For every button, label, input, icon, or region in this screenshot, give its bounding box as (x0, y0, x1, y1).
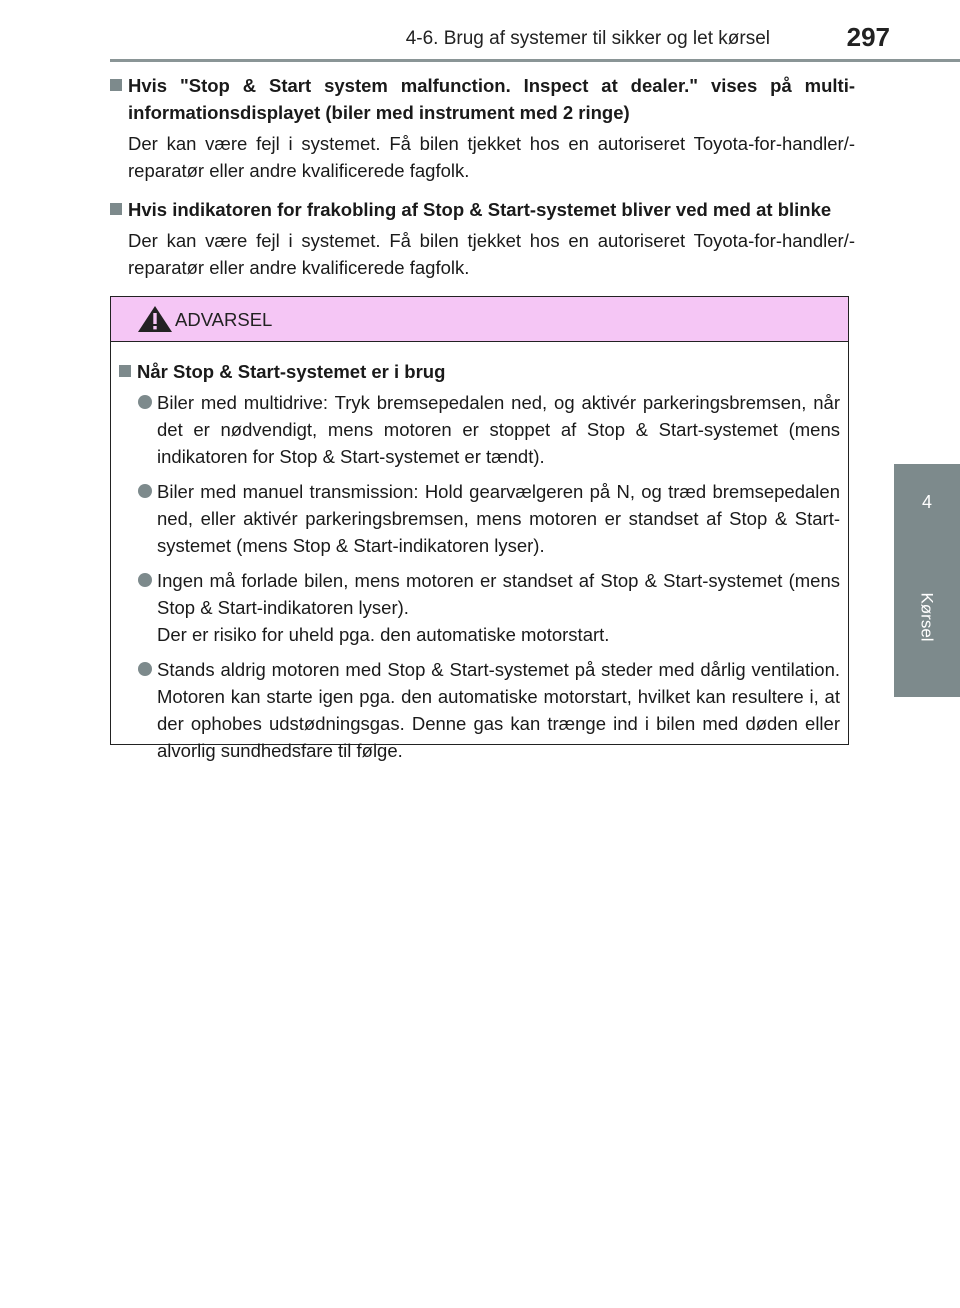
chapter-tab-number: 4 (921, 492, 932, 512)
bullet-text: Biler med manuel transmission: Hold gearvælgeren på N, og træd bremsepedalen ned, eller aktivér parkeringsbremsen, mens motoren er standset af Stop & Start-systemet (mens Stop & Start-indikatoren lyser). (157, 481, 840, 556)
bullet-text: Stands aldrig motoren med Stop & Start-systemet på steder med dårlig ventilation. Motoren kan starte igen pga. den automatiske motorstart, hvilket kan resultere i, at der ophobes udstødningsgas. Denne gas kan trænge ind i bilen med døden eller alvorlig sundhedsfare til følge. (157, 659, 840, 761)
square-bullet-icon (110, 203, 122, 215)
round-bullet-icon (138, 484, 152, 498)
bullet-text: Ingen må forlade bilen, mens motoren er standset af Stop & Start-systemet (mens Stop & Start-indikatoren lyser). (157, 570, 840, 618)
chapter-tab-label-wrap (897, 582, 957, 652)
chapter-tab-label: Kørsel (918, 592, 937, 642)
round-bullet-icon (138, 662, 152, 676)
main-content (110, 72, 855, 293)
warning-title: ADVARSEL (175, 309, 273, 330)
header-divider-tab (894, 59, 960, 62)
section-heading-text: Hvis "Stop & Start system malfunction. Inspect at dealer." vises på multi-informationsdisplayet (biler med instrument med 2 ringe) (128, 75, 855, 123)
section-body: Der kan være fejl i systemet. Få bilen tjekket hos en autoriseret Toyota-for-handler/-reparatør eller andre kvalificerede fagfolk. (128, 230, 855, 278)
info-section (110, 72, 855, 184)
section-heading (110, 72, 855, 126)
warning-bullet-item (119, 656, 840, 764)
section-body: Der kan være fejl i systemet. Få bilen tjekket hos en autoriseret Toyota-for-handler/-reparatør eller andre kvalificerede fagfolk. (128, 133, 855, 181)
warning-heading-text: Når Stop & Start-systemet er i brug (137, 361, 446, 382)
warning-heading (119, 358, 840, 385)
warning-bullet-item (119, 478, 840, 559)
bullet-text: Biler med multidrive: Tryk bremsepedalen ned, og aktivér parkeringsbremsen, når det er nødvendigt, mens motoren er stoppet af Stop & Start-systemet (mens indikatoren for Stop & Start-systemet er tændt). (157, 392, 840, 467)
info-section (110, 196, 855, 281)
warning-bullet-item (119, 389, 840, 470)
section-heading-text: Hvis indikatoren for frakobling af Stop & Start-systemet bliver ved med at blinke (128, 199, 832, 220)
header-section-title: 4-6. Brug af systemer til sikker og let kørsel (405, 28, 770, 49)
bullet-extra-text: Der er risiko for uheld pga. den automatiske motorstart. (157, 624, 610, 645)
warning-triangle-icon (137, 305, 173, 333)
round-bullet-icon (138, 573, 152, 587)
header-divider (110, 59, 894, 62)
warning-header (111, 297, 848, 342)
square-bullet-icon (119, 365, 131, 377)
square-bullet-icon (110, 79, 122, 91)
warning-box (110, 296, 849, 761)
warning-body (111, 342, 848, 764)
section-heading (110, 196, 855, 223)
warning-bullet-item (119, 567, 840, 648)
page-number: 297 (846, 22, 890, 52)
round-bullet-icon (138, 395, 152, 409)
